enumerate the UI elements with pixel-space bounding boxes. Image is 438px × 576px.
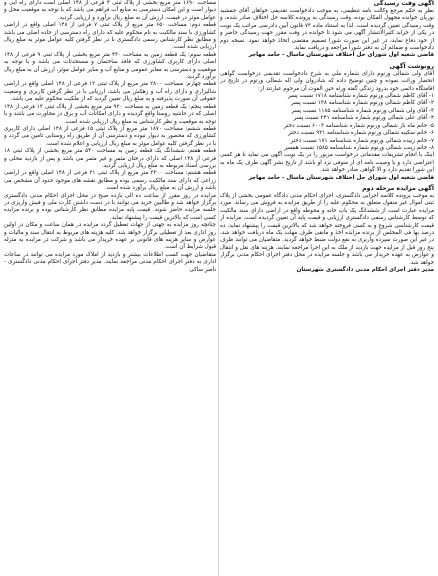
notice-closing: اینک با انجام تشریفات مقدماتی درخواست مزبور را در یک نوبت آگهی می نماید تا هر کسی اعتراضی دارد و یا وصیت نامه ای از متوفی نزد او باشد از تاریخ نشر آگهی ظرف یک ماه به این شورا تقدیم دارد و الا گواهی صادر خواهد شد. [220, 152, 434, 174]
notice-title: آگهی مزایده مرحله دوم [362, 184, 434, 192]
right-column [220, 0, 434, 576]
heir-line: ۴- آقای علی شمالی ورنوم شماره شناسنامه ۲۴۱ نسبت پسر [293, 115, 434, 122]
notice-signature: قاضی شعبه اول شورای حل اختلاف شهرستان ماسال - حامد مهاجر [248, 52, 434, 59]
notice-body: نظر به حکم مرجع وکالت نامه تنظیمی، به موجب دادخواست تقدیمی خواهان آقای جمشید نوریان خوانده مجهول المکان بوده، وقت رسیدگی به پرونده کلاسه حل اختلاف صادر شده، و وقت رسیدگی تعیین گردیده است. لذا به استناد ماده ۷۳ قانون آیین دادرسی مراتب یک نوبت در یکی از جراید کثیرالانتشار آگهی می شود تا خوانده در وقت مقرر جهت رسیدگی حاضر و از خود دفاع نماید، در غیر این صورت شورا تصمیم مقتضی اتخاذ خواهد نمود. نسخه دوم دادخواست و ضمائم آن به دفتر شورا مراجعه و دریافت نماید. [220, 8, 434, 52]
heir-line: ۵- خانم ماه ناز شمالی ورنوم شماره شناسنامه ۶۰۰۳ نسبت دختر [283, 122, 434, 129]
notice-intro: آقای ولی شمالی ورنوم دارای شماره ملی به شرح دادخواست تقدیمی درخواست گواهی انحصار وراثت نموده و چنین توضیح داده که شادروان ولی اله شمالی ورنوم در تاریخ در اقامتگاه دائمی خود بدرود زندگی گفته ورثه حین الفوت آن مرحوم عبارتند از: [220, 70, 434, 92]
auction-paragraph: قطعه دوم: مساحت ۶۵۰ متر مربع از پلاک ثبتی ۷ فرعی از ۱۴۸ اصلی واقع در اراضی کشاورزی با سند مالکیت به نام محکوم علیه که دارای راه دسترسی از جاده اصلی می باشد و مطابق نظر کارشناس رسمی دادگستری با در نظر گرفتن کلیه عوامل موثر به مبلغ ریال ارزیابی شده است. [4, 22, 216, 51]
notice-signature: مدیر دفتر اجرای احکام مدنی دادگستری شهرستان [296, 267, 434, 273]
auction-paragraph: قطعه سوم: یک قطعه زمین به مساحت ۴۳۰ متر مربع بخشی از پلاک ثبتی ۹ فرعی از ۱۴۸ اصلی دارای کاربری کشاورزی که فاقد ساختمان و مستحدثات می باشد و با توجه به موقعیت و دسترسی به معابر عمومی و منابع آب و سایر عوامل موثر، ارزش آن به مبلغ ریال برآورد گردید. [4, 51, 216, 81]
heir-line: ۲- آقای کاظم شمالی ورنوم شماره شناسنامه ۱۳۸ نسبت پسر [291, 100, 434, 107]
auction-paragraph: قطعه هفتم: ششدانگ یک قطعه زمین به مساحت ۵۴۰ متر مربع بخشی از پلاک ثبتی ۱۸ فرعی از ۱۴۸ اصلی که دارای درختان مثمر و غیر مثمر می باشد و پس از بازدید محلی و بررسی اسناد مربوطه به مبلغ ریال ارزیابی گردید. [4, 148, 216, 169]
notice-title: رونوشت آگهی [389, 62, 434, 70]
auction-paragraph: قطعه ششم: مساحت ۱۸۷۰ متر مربع از پلاک ثبتی ۱۵ فرعی از ۱۴۸ اصلی دارای کاربری کشاورزی که محصور به دیوار نبوده و دسترسی آن از طریق راه روستایی تامین می گردد و با در نظر گرفتن کلیه عوامل موثر به مبلغ ریال ارزیابی و اعلام شده است. [4, 125, 216, 147]
heir-line: ۳- آقای ولی شمالی ورنوم شماره شناسنامه ۱۱۸۵ نسبت پسر [291, 107, 434, 114]
column-divider [218, 0, 219, 576]
auction-paragraph: قطعه هشتم: مساحت ۳۲۰۰ متر مربع از پلاک ثبتی ۲۱ فرعی از ۱۴۸ اصلی واقع در اراضی زراعی که دارای سند مالکیت رسمی بوده و مطابق نقشه های موجود حدود آن مشخص می باشد و ارزش آن به مبلغ ریال برآورد شده است. [4, 170, 216, 192]
heir-line: ۱- آقای کاظم شمالی ورنوم شماره شناسنامه ۱۷۱۸ نسبت پسر [287, 93, 434, 100]
auction-paragraph: چنانچه روز مزایده به جهتی از جهات تعطیل گردد مزایده در همان ساعت و مکان در اولین روز اداری بعد از تعطیلی برگزار خواهد شد. کلیه هزینه های مربوط به انتقال سند و مالیات و عوارض و سایر هزینه های قانونی بر عهده خریدار می باشد و شرکت در مزایده به منزله قبول شرایط آن است. [4, 222, 216, 251]
notice-title: آگهی وقت رسیدگی [373, 0, 434, 7]
notice-body: به موجب پرونده کلاسه اجرایی دادگستری، اجرای احکام مدنی دادگاه عمومی بخشی از پلاک ثبتی اموال غیر منقول متعلق به محکوم علیه را از طریق مزایده به فروش می رساند. مورد مزایده عبارت است از ششدانگ یک باب خانه و محوطه واقع در اراضی دارای سند مالکیت که توسط کارشناس رسمی دادگستری ارزیابی و قیمت پایه آن تعیین گردیده است. مزایده از قیمت کارشناسی شروع و به کسی فروخته خواهد شد که بالاترین قیمت را پیشنهاد نماید. ده درصد بها فی المجلس از برنده مزایده اخذ و مابقی ظرف مهلت یک ماه دریافت خواهد شد، در غیر این صورت سپرده واریزی به نفع دولت ضبط خواهد گردید. متقاضیان می توانند ظرف پنج روز قبل از مزایده جهت بازدید از ملک به این اجرا مراجعه نمایند. هزینه های نقل و انتقال و عوارض به عهده خریدار می باشد و جلسه مزایده در محل دفتر اجرای احکام مدنی برگزار خواهد شد. [220, 192, 434, 266]
heir-line: ۶- خانم سکینه شمالی ورنوم شماره شناسنامه ۹۲۱ نسبت دختر [288, 130, 434, 137]
heir-line: ۷- خانم زبیده شمالی ورنوم شماره شناسنامه ۱۷۱ نسبت دختر [290, 137, 434, 144]
auction-paragraph: قطعه چهارم: مساحت ۲۸۰۰ متر مربع از پلاک ثبتی ۱۲ فرعی از ۱۴۸ اصلی واقع در اراضی شالیزاری و دارای راه آب و زهکش می باشد، ارزیابی با در نظر گرفتن کاربری و وضعیت حقوقی آن صورت پذیرفته و به مبلغ ریال تعیین گردید که از ملکیت محکوم علیه می باشد. [4, 81, 216, 103]
auction-paragraph: قطعه پنجم: یک قطعه زمین به مساحت ۹۲۰ متر مربع بخشی از پلاک ثبتی ۱۳ فرعی از ۱۴۸ اصلی که در حاشیه روستا واقع گردیده و دارای امکانات آب و برق در مجاورت می باشد و با توجه به موقعیت و نظر کارشناس به مبلغ ریال ارزیابی شده است. [4, 103, 216, 125]
auction-paragraph: متقاضیان جهت کسب اطلاعات بیشتر و بازدید از املاک مورد مزایده می توانند در ساعات اداری به دفتر اجرای احکام مدنی مراجعه نمایند. مدیر دفتر اجرای احکام مدنی دادگستری - ناصر ساکی [4, 251, 216, 273]
notice-signature: قاضی شعبه اول شورای حل اختلاف شهرستان ماسال - حامد مهاجر [248, 174, 434, 181]
auction-paragraph: مزایده در روز مقرر از ساعت ده الی یازده صبح در محل اجرای احکام مدنی دادگستری برگزار خواهد شد و طالبین خرید می توانند با در دست داشتن کارت ملی و فیش واریزی در جلسه مزایده حاضر شوند. قیمت پایه مزایده مطابق نظر کارشناس بوده و برنده مزایده کسی است که بالاترین قیمت را پیشنهاد نماید. [4, 192, 216, 221]
notice-inheritance-certificate [220, 63, 434, 182]
notice-hearing-date [220, 0, 434, 60]
notice-auction [220, 185, 434, 274]
left-column [4, 0, 216, 576]
heir-line: ۸- خانم زینب شمالی ورنوم شماره شناسنامه ۱۵۸۵ نسبت همسر [284, 144, 434, 151]
auction-paragraph: مساحت ۱۶۹۰ متر مربع بخشی از پلاک ثبتی ۴ فرعی از ۱۴۸ اصلی است دارای راه ابی و دیوار است و این امکان دسترسی به منابع آب فراهم می باشد که با توجه به موقعیت محل و عوامل موثر در قیمت، ارزش آن به مبلغ ریال برآورد و ارزیابی گردید. [4, 0, 216, 21]
